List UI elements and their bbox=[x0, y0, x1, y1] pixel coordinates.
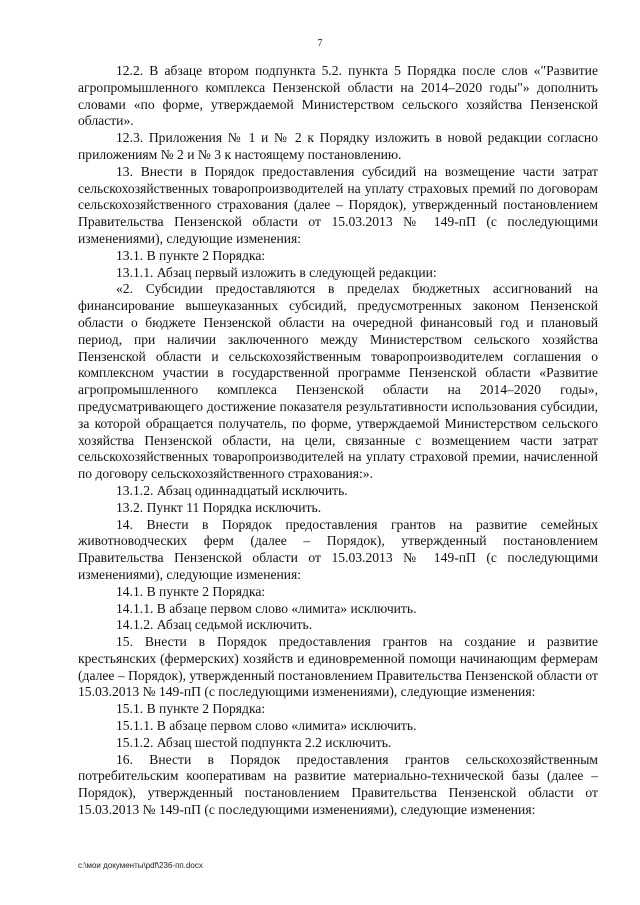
paragraph-quoted-2: «2. Субсидии предоставляются в пределах бюджетных ассигнований на финансирование вышеуказанных субсидий, предусмотренных законом Пензенской области о бюджете Пензенской области на очередной финансовый год и плановый период, при наличии заключенного между Министерством сельского хозяйства Пензенской области и сельскохозяйственным товаропроизводителем соглашения о комплексном участии в государственной программе Пензенской области «Развитие агропромышленного комплекса Пензенской области на 2014–2020 годы», предусматривающего достижение показателя результативности использования субсидии, за которой обращается получатель, по форме, утверждаемой Министерством сельского хозяйства Пензенской области, на цели, связанные с возмещением части затрат сельскохозяйственных товаропроизводителей на уплату страховой премии, начисленной по договору сельскохозяйственного страхования:». bbox=[78, 281, 598, 482]
paragraph-13-2: 13.2. Пункт 11 Порядка исключить. bbox=[116, 499, 322, 515]
page-number: 7 bbox=[317, 38, 323, 49]
paragraph-14: 14. Внести в Порядок предоставления грантов на развитие семейных животноводческих ферм (далее – Порядок), утвержденный постановлением Правительства Пензенской области от 15.03.2013 № 149-пП (с последующими изменениями), следующие изменения: bbox=[78, 516, 598, 582]
paragraph-15-1-1: 15.1.1. В абзаце первом слово «лимита» исключить. bbox=[116, 718, 417, 734]
document-body bbox=[78, 63, 598, 819]
paragraph-13-1: 13.1. В пункте 2 Порядка: bbox=[116, 247, 266, 263]
paragraph-14-1: 14.1. В пункте 2 Порядка: bbox=[116, 583, 266, 599]
paragraph-13-1-1: 13.1.1. Абзац первый изложить в следующей редакции: bbox=[116, 264, 437, 280]
paragraph-15-1: 15.1. В пункте 2 Порядка: bbox=[116, 701, 266, 717]
paragraph-14-1-2: 14.1.2. Абзац седьмой исключить. bbox=[116, 617, 313, 633]
paragraph-15: 15. Внести в Порядок предоставления грантов на создание и развитие крестьянских (фермерских) хозяйств и единовременной помощи начинающим фермерам (далее – Порядок), утвержденный постановлением Правительства Пензенской области от 15.03.2013 № 149-пП (с последующими изменениями), следующие изменения: bbox=[78, 634, 598, 700]
paragraph-13-1-2: 13.1.2. Абзац одиннадцатый исключить. bbox=[116, 482, 348, 498]
paragraph-14-1-1: 14.1.1. В абзаце первом слово «лимита» исключить. bbox=[116, 600, 417, 616]
paragraph-12-3: 12.3. Приложения № 1 и № 2 к Порядку изложить в новой редакции согласно приложениям № 2 и № 3 к настоящему постановлению. bbox=[78, 130, 598, 162]
paragraph-15-1-2: 15.1.2. Абзац шестой подпункта 2.2 исключить. bbox=[116, 734, 392, 750]
footer-file-path: c:\мои документы\pdf\236-пп.docx bbox=[78, 861, 203, 870]
paragraph-12-2: 12.2. В абзаце втором подпункта 5.2. пункта 5 Порядка после слов «"Развитие агропромышленного комплекса Пензенской области на 2014–2020 годы"» дополнить словами «по форме, утверждаемой Министерством сельского хозяйства Пензенской области». bbox=[78, 63, 598, 129]
paragraph-13: 13. Внести в Порядок предоставления субсидий на возмещение части затрат сельскохозяйственных товаропроизводителей на уплату страховых премий по договорам сельскохозяйственного страхования (далее – Порядок), утвержденный постановлением Правительства Пензенской области от 15.03.2013 № 149-пП (с последующими изменениями), следующие изменения: bbox=[78, 163, 598, 246]
paragraph-16: 16. Внести в Порядок предоставления грантов сельскохозяйственным потребительским кооперативам на развитие материально-технической базы (далее – Порядок), утвержденный постановлением Правительства Пензенской области от 15.03.2013 № 149-пП (с последующими изменениями), следующие изменения: bbox=[78, 751, 598, 818]
